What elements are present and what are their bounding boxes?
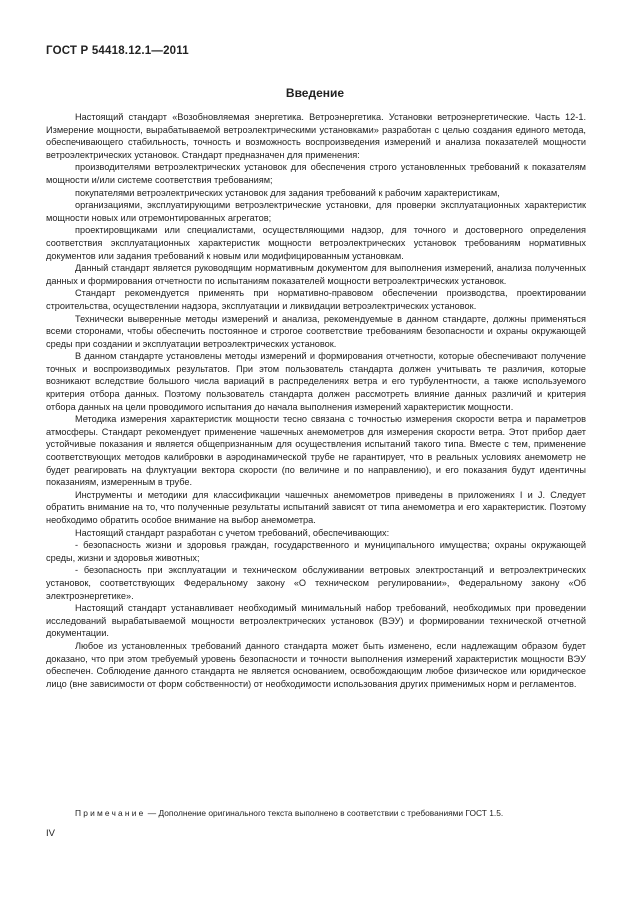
paragraph-minimum-set: Настоящий стандарт устанавливает необходимый минимальный набор требований, необходимых при проведении исследований вырабатываемой мощности ветроэлектрических установок (ВЭУ) и формировании технической отчетной документации. bbox=[46, 603, 586, 639]
paragraph-guidance: Данный стандарт является руководящим нормативным документом для выполнения измерений, анализа полученных данных и формирования отчетности по испытаниям показателей мощности ветроэлектрических установок. bbox=[46, 263, 586, 286]
paragraph-reporting: В данном стандарте установлены методы измерений и формирования отчетности, которые обеспечивают получение точных и воспроизводимых результатов. При этом пользователь стандарта должен учитывать те различия, которые возникают вследствие большого числа вариаций в распределениях ветра и его турбулентности, а также используемого критерия отбора данных. Поэтому пользователь стандарта должен рассмотреть влияние данных различий и критерия отбора данных на цели проводимого испытания до начала выполнения измерений характеристик мощности. bbox=[46, 351, 586, 412]
paragraph-designers: проектировщиками или специалистами, осуществляющими надзор, для точного и достоверного определения соответствия эксплуатационных характеристик мощности ветроэлектрических установок требованиям нормативных документов или задания требований к новым или модифицированным установкам. bbox=[46, 225, 586, 261]
paragraph-manufacturers: производителями ветроэлектрических установок для обеспечения строго установленных требований к показателям мощности и/или системе соответствия требованиям; bbox=[46, 162, 586, 185]
paragraph-recommendation: Стандарт рекомендуется применять при нормативно-правовом обеспечении производства, проектировании строительства, осуществлении надзора, эксплуатации и ликвидации ветроэлектрических установок. bbox=[46, 288, 586, 311]
paragraph-intro: Настоящий стандарт «Возобновляемая энергетика. Ветроэнергетика. Установки ветроэнергетические. Часть 12-1. Измерение мощности, вырабатываемой ветроэлектрическими установками» разработан с целью создания единого метода, обеспечивающего стабильность, точность и возможность воспроизведения измерений и анализа показателей мощности ветроэлектрических установок. Стандарт предназначен для применения: bbox=[46, 112, 586, 160]
paragraph-annexes: Инструменты и методики для классификации чашечных анемометров приведены в приложениях I и J. Следует обратить внимание на то, что полученные результаты испытаний зависят от типа анемометра и его характеристик. Поэтому необходимо обратить особое внимание на выбор анемометра. bbox=[46, 489, 586, 525]
note-text: — Дополнение оригинального текста выполнено в соответствии с требованиями ГОСТ 1.5. bbox=[145, 808, 504, 818]
note-label: Примечание bbox=[75, 808, 146, 818]
section-title: Введение bbox=[285, 86, 345, 100]
paragraph-methods: Технически выверенные методы измерений и анализа, рекомендуемые в данном стандарте, должны применяться всеми сторонами, чтобы обеспечить постоянное и строгое соответствие требованиям безопасности и охраны окружающей среды при создании и эксплуатации ветроэлектрических установок. bbox=[46, 313, 586, 349]
note bbox=[46, 808, 586, 819]
body-text bbox=[46, 111, 586, 690]
list-item-safety-life: - безопасность жизни и здоровья граждан, государственного и муниципального имущества; охраны окружающей среды, жизни и здоровья животных; bbox=[46, 540, 586, 563]
paragraph-changes: Любое из установленных требований данного стандарта может быть изменено, если надлежащим образом будет доказано, что при этом требуемый уровень безопасности и точности выполнения измерений характеристик мощности ВЭУ обеспечен. Соблюдение данного стандарта не является основанием, освобождающим любое физическое или юридическое лицо (вне зависимости от форм собственности) от необходимости использования других применимых норм и регламентов. bbox=[46, 640, 586, 689]
paragraph-operators: организациями, эксплуатирующими ветроэлектрические установки, для проверки эксплуатационных характеристик мощности новых или отремонтированных агрегатов; bbox=[46, 200, 586, 223]
page-number: IV bbox=[46, 828, 55, 839]
paragraph-anemometers: Методика измерения характеристик мощности тесно связана с точностью измерения скорости ветра и параметров атмосферы. Стандарт рекомендует применение чашечных анемометров для измерения скорости ветра. Этот прибор дает устойчивые показания и является общепризнанным для осуществления испытаний такого типа. Вместе с тем, применение соответствующих методов калибровки в аэродинамической трубе не гарантирует, что в реальных условиях анемометр не будет реагировать на флуктуации вектора скорости (по величине и по направлению), и его показания будут идентичны показаниям, измеренным в трубе. bbox=[46, 414, 586, 488]
paragraph-requirements: Настоящий стандарт разработан с учетом требований, обеспечивающих: bbox=[75, 527, 390, 538]
document-header: ГОСТ Р 54418.12.1—2011 bbox=[46, 45, 189, 57]
paragraph-buyers: покупателями ветроэлектрических установок для задания требований к рабочим характеристикам, bbox=[75, 187, 500, 198]
list-item-safety-operation: - безопасность при эксплуатации и техническом обслуживании ветровых электростанций и ветроэлектрических установок, соответствующих Федеральному закону «О техническом регулировании», Федеральному закону «Об электроэнергетике». bbox=[46, 565, 586, 601]
